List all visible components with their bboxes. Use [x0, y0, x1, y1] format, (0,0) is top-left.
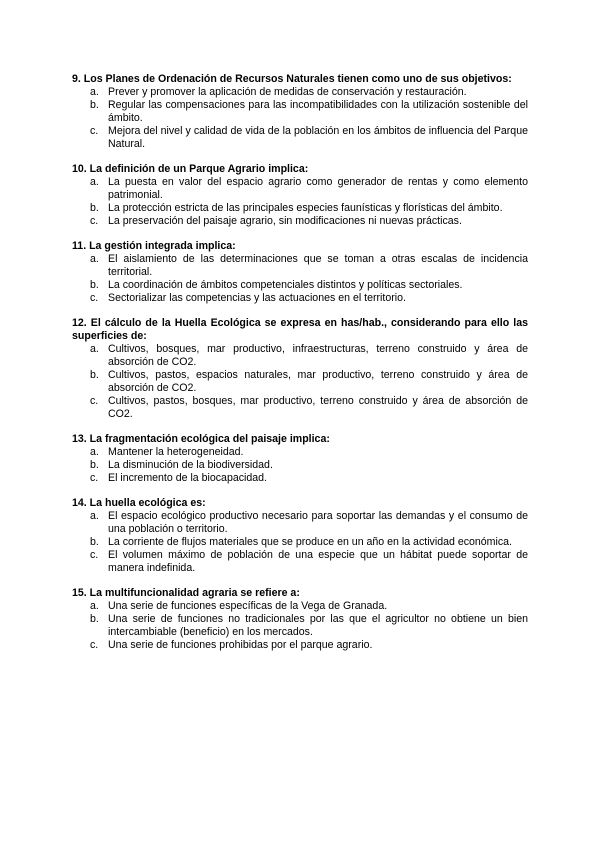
- question-9: [72, 73, 528, 151]
- option-text: Mejora del nivel y calidad de vida de la población en los ámbitos de influencia del Parque Natural.: [108, 125, 528, 150]
- option-b: [72, 613, 528, 639]
- option-text: La coordinación de ámbitos competenciales distintos y políticas sectoriales.: [108, 279, 463, 291]
- option-letter: c.: [90, 549, 99, 561]
- question-title: 12. El cálculo de la Huella Ecológica se expresa en has/hab., considerando para ello las superficies de:: [72, 317, 528, 342]
- option-letter: c.: [90, 395, 99, 407]
- question-title: 10. La definición de un Parque Agrario implica:: [72, 163, 309, 175]
- question-10: [72, 163, 528, 228]
- option-text: Sectorializar las competencias y las actuaciones en el territorio.: [108, 292, 406, 304]
- option-c: [72, 472, 528, 485]
- option-b: [72, 99, 528, 125]
- option-text: La disminución de la biodiversidad.: [108, 459, 273, 471]
- option-text: La protección estricta de las principales especies faunísticas y florísticas del ámbito.: [108, 202, 503, 214]
- option-letter: c.: [90, 215, 99, 227]
- question-title: 9. Los Planes de Ordenación de Recursos Naturales tienen como uno de sus objetivos:: [72, 73, 512, 85]
- option-letter: c.: [90, 472, 99, 484]
- option-a: [72, 343, 528, 369]
- option-c: [72, 215, 528, 228]
- option-a: [72, 253, 528, 279]
- option-letter: b.: [90, 613, 99, 625]
- option-letter: b.: [90, 536, 99, 548]
- option-letter: a.: [90, 600, 99, 612]
- option-list: [72, 176, 528, 228]
- option-letter: b.: [90, 279, 99, 291]
- option-text: La puesta en valor del espacio agrario como generador de rentas y como elemento patrimonial.: [108, 176, 528, 201]
- option-letter: a.: [90, 176, 99, 188]
- question-title: 15. La multifuncionalidad agraria se refiere a:: [72, 587, 300, 599]
- option-text: Prever y promover la aplicación de medidas de conservación y restauración.: [108, 86, 467, 98]
- question-14: [72, 497, 528, 575]
- option-b: [72, 459, 528, 472]
- option-text: Regular las compensaciones para las incompatibilidades con la utilización sostenible del ámbito.: [108, 99, 528, 124]
- option-text: Una serie de funciones no tradicionales por las que el agricultor no obtiene un bien intercambiable (beneficio) en los mercados.: [108, 613, 528, 638]
- option-letter: b.: [90, 99, 99, 111]
- option-text: Cultivos, pastos, espacios naturales, mar productivo, terreno construido y área de absorción de CO2.: [108, 369, 528, 394]
- option-letter: c.: [90, 125, 99, 137]
- option-list: [72, 446, 528, 485]
- option-text: Una serie de funciones específicas de la Vega de Granada.: [108, 600, 388, 612]
- option-letter: b.: [90, 202, 99, 214]
- question-15: [72, 587, 528, 652]
- question-11: [72, 240, 528, 305]
- option-letter: c.: [90, 639, 99, 651]
- option-text: El incremento de la biocapacidad.: [108, 472, 268, 484]
- question-title: 11. La gestión integrada implica:: [72, 240, 236, 252]
- option-list: [72, 510, 528, 575]
- option-text: Cultivos, bosques, mar productivo, infraestructuras, terreno construido y área de absorción de CO2.: [108, 343, 528, 368]
- option-text: La preservación del paisaje agrario, sin modificaciones ni nuevas prácticas.: [108, 215, 462, 227]
- option-letter: a.: [90, 510, 99, 522]
- option-letter: a.: [90, 86, 99, 98]
- option-letter: a.: [90, 343, 99, 355]
- option-a: [72, 600, 528, 613]
- option-text: Cultivos, pastos, bosques, mar productivo, terreno construido y área de absorción de CO2.: [108, 395, 528, 420]
- option-list: [72, 86, 528, 151]
- option-c: [72, 125, 528, 151]
- option-letter: a.: [90, 446, 99, 458]
- option-a: [72, 510, 528, 536]
- question-title: 14. La huella ecológica es:: [72, 497, 206, 509]
- option-list: [72, 253, 528, 305]
- option-letter: b.: [90, 459, 99, 471]
- option-c: [72, 549, 528, 575]
- option-text: El espacio ecológico productivo necesario para soportar las demandas y el consumo de una población o territorio.: [108, 510, 528, 535]
- option-b: [72, 369, 528, 395]
- option-c: [72, 292, 528, 305]
- option-text: La corriente de flujos materiales que se produce en un año en la actividad económica.: [108, 536, 512, 548]
- option-list: [72, 600, 528, 652]
- option-b: [72, 202, 528, 215]
- option-letter: a.: [90, 253, 99, 265]
- option-c: [72, 395, 528, 421]
- option-list: [72, 343, 528, 421]
- option-text: El volumen máximo de población de una especie que un hábitat puede soportar de manera indefinida.: [108, 549, 528, 574]
- option-b: [72, 536, 528, 549]
- option-text: Una serie de funciones prohibidas por el parque agrario.: [108, 639, 373, 651]
- option-letter: c.: [90, 292, 99, 304]
- option-text: El aislamiento de las determinaciones que se toman a otras escalas de incidencia territorial.: [108, 253, 528, 278]
- option-c: [72, 639, 528, 652]
- question-12: [72, 317, 528, 421]
- option-a: [72, 446, 528, 459]
- option-b: [72, 279, 528, 292]
- option-a: [72, 176, 528, 202]
- option-a: [72, 86, 528, 99]
- question-13: [72, 433, 528, 485]
- question-title: 13. La fragmentación ecológica del paisaje implica:: [72, 433, 330, 445]
- option-text: Mantener la heterogeneidad.: [108, 446, 244, 458]
- option-letter: b.: [90, 369, 99, 381]
